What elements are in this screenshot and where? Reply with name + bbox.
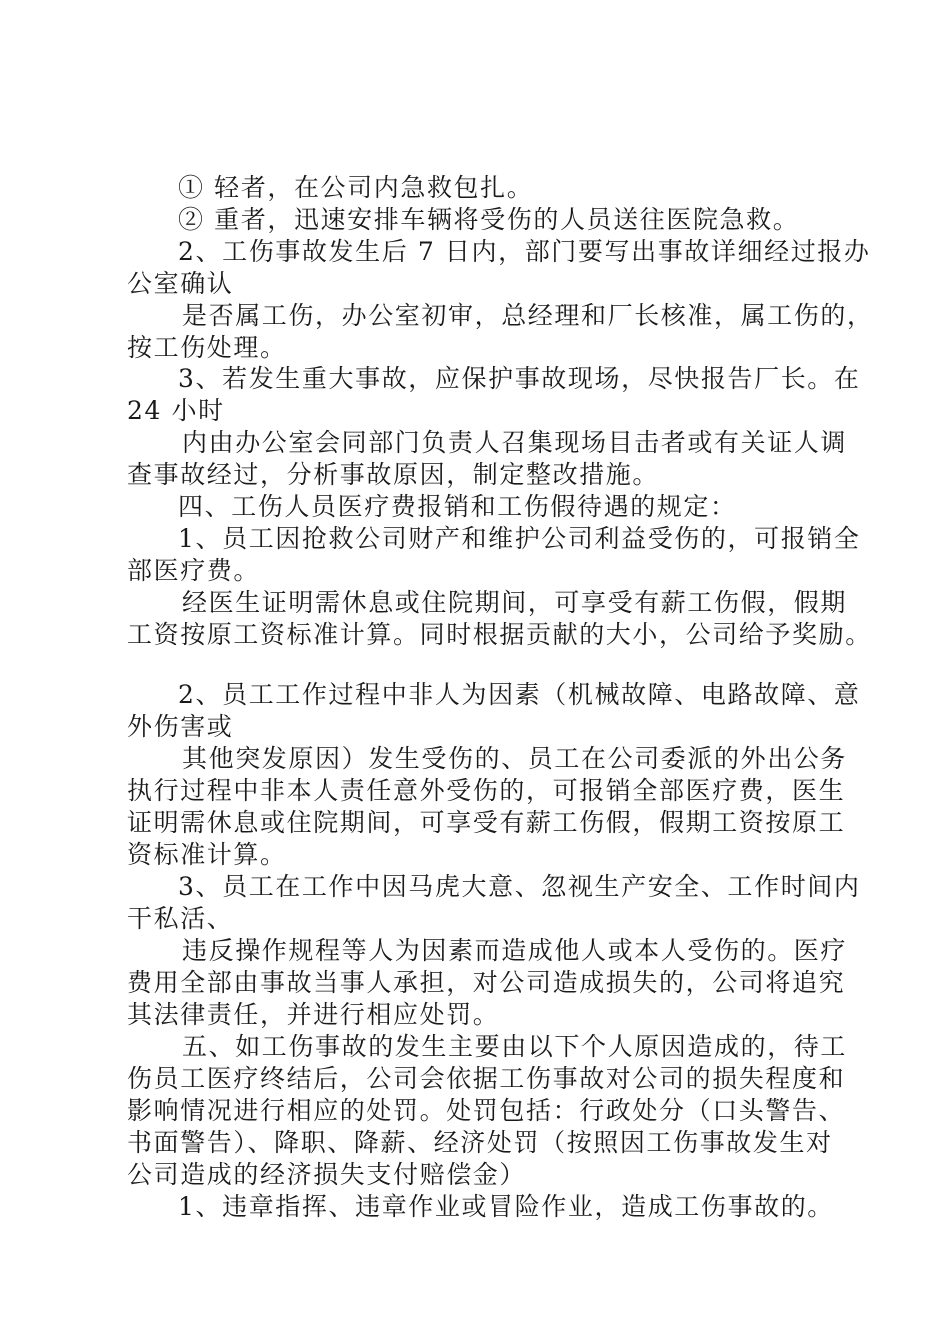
text-line: 部医疗费。 (127, 556, 261, 585)
text-line: 2、员工工作过程中非人为因素（机械故障、电路故障、意 (178, 680, 861, 709)
text-line: 其他突发原因）发生受伤的、员工在公司委派的外出公务 (182, 744, 848, 773)
text-line: 是否属工伤，办公室初审，总经理和厂长核准，属工伤的， (182, 301, 874, 330)
text-line: 执行过程中非本人责任意外受伤的，可报销全部医疗费，医生 (127, 776, 846, 805)
text-line: 违反操作规程等人为因素而造成他人或本人受伤的。医疗 (182, 936, 848, 965)
text-line: 书面警告）、降职、降薪、经济处罚（按照因工伤事故发生对 (127, 1128, 833, 1157)
text-line: 干私活、 (127, 904, 234, 933)
text-line: 2、工伤事故发生后 7 日内，部门要写出事故详细经过报办 (178, 237, 871, 266)
text-line: 公室确认 (127, 269, 234, 298)
text-line: 内由办公室会同部门负责人召集现场目击者或有关证人调 (182, 428, 848, 457)
text-line: 五、如工伤事故的发生主要由以下个人原因造成的，待工 (182, 1032, 848, 1061)
text-line: 工资按原工资标准计算。同时根据贡献的大小，公司给予奖励。 (127, 620, 872, 649)
text-line: 查事故经过，分析事故原因，制定整改措施。 (127, 460, 660, 489)
text-line: 伤员工医疗终结后，公司会依据工伤事故对公司的损失程度和 (127, 1064, 846, 1093)
text-line: 外伤害或 (127, 712, 234, 741)
text-line: 公司造成的经济损失支付赔偿金） (127, 1160, 527, 1189)
text-line: 3、若发生重大事故，应保护事故现场，尽快报告厂长。在 (178, 364, 861, 393)
text-line: 经医生证明需休息或住院期间，可享受有薪工伤假，假期 (182, 588, 848, 617)
text-line: 24 小时 (127, 396, 225, 425)
text-line: 影响情况进行相应的处罚。处罚包括：行政处分（口头警告、 (127, 1096, 846, 1125)
text-line: 资标准计算。 (127, 840, 287, 869)
text-line: 1、违章指挥、违章作业或冒险作业，造成工伤事故的。 (178, 1192, 834, 1221)
text-line: 其法律责任，并进行相应处罚。 (127, 1000, 500, 1029)
text-line: ② 重者，迅速安排车辆将受伤的人员送往医院急救。 (178, 205, 800, 234)
text-line: ① 轻者，在公司内急救包扎。 (178, 173, 534, 202)
text-line: 证明需休息或住院期间，可享受有薪工伤假，假期工资按原工 (127, 808, 846, 837)
text-line: 3、员工在工作中因马虎大意、忽视生产安全、工作时间内 (178, 872, 861, 901)
text-line: 按工伤处理。 (127, 333, 287, 362)
text-line: 1、员工因抢救公司财产和维护公司利益受伤的，可报销全 (178, 524, 861, 553)
text-line: 四、工伤人员医疗费报销和工伤假待遇的规定： (178, 492, 737, 521)
text-line: 费用全部由事故当事人承担，对公司造成损失的，公司将追究 (127, 968, 846, 997)
